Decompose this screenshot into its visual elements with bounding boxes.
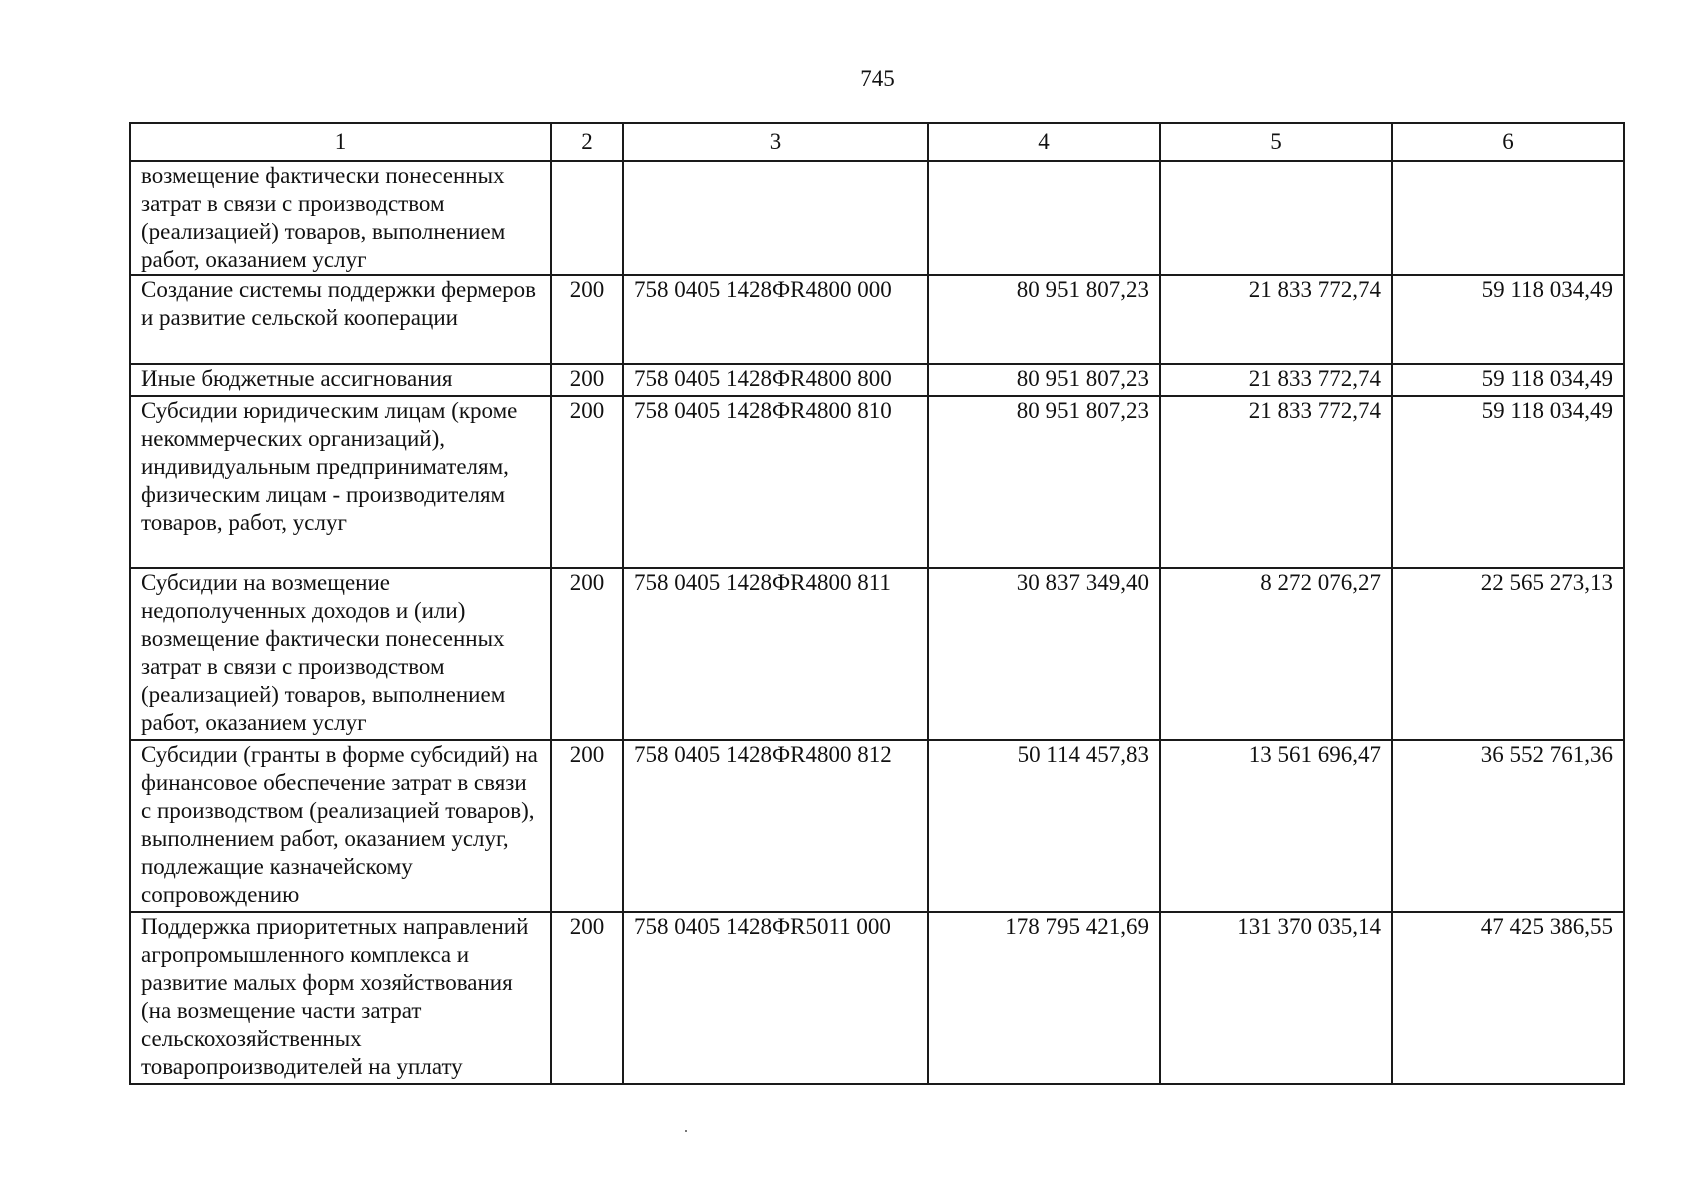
row-name-cell: Создание системы поддержки фермеров и развитие сельской кооперации (130, 275, 551, 364)
row-col2-cell: 200 (551, 396, 623, 568)
row-col2-cell (551, 161, 623, 275)
row-col5-cell (1160, 161, 1392, 275)
column-header: 4 (928, 123, 1160, 161)
row-code-cell: 758 0405 1428ФR4800 811 (623, 568, 928, 740)
row-name-cell: Поддержка приоритетных направлений агропромышленного комплекса и развитие малых форм хозяйствования (на возмещение части затрат сельскохозяйственных товаропроизводителей на уплату (130, 912, 551, 1084)
table-row (130, 275, 1624, 364)
column-header: 1 (130, 123, 551, 161)
row-col4-cell: 80 951 807,23 (928, 396, 1160, 568)
row-col4-cell: 80 951 807,23 (928, 275, 1160, 364)
row-col2-cell: 200 (551, 364, 623, 396)
column-header: 3 (623, 123, 928, 161)
column-header: 6 (1392, 123, 1624, 161)
row-col2-cell: 200 (551, 568, 623, 740)
row-col6-cell (1392, 161, 1624, 275)
row-col6-cell: 36 552 761,36 (1392, 740, 1624, 912)
row-name-cell: Субсидии (гранты в форме субсидий) на финансовое обеспечение затрат в связи с производством (реализацией товаров), выполнением работ, оказанием услуг, подлежащие казначейскому сопровождению (130, 740, 551, 912)
row-col5-cell: 13 561 696,47 (1160, 740, 1392, 912)
row-col5-cell: 21 833 772,74 (1160, 396, 1392, 568)
table-row (130, 396, 1624, 568)
table-row (130, 740, 1624, 912)
row-col6-cell: 59 118 034,49 (1392, 396, 1624, 568)
row-code-cell: 758 0405 1428ФR4800 800 (623, 364, 928, 396)
row-code-cell: 758 0405 1428ФR4800 810 (623, 396, 928, 568)
row-col6-cell: 59 118 034,49 (1392, 364, 1624, 396)
row-col6-cell: 47 425 386,55 (1392, 912, 1624, 1084)
row-col5-cell: 8 272 076,27 (1160, 568, 1392, 740)
table-row (130, 912, 1624, 1084)
row-col2-cell: 200 (551, 740, 623, 912)
row-col5-cell: 21 833 772,74 (1160, 364, 1392, 396)
column-header: 2 (551, 123, 623, 161)
row-name-cell: Субсидии на возмещение недополученных доходов и (или) возмещение фактически понесенных затрат в связи с производством (реализацией) товаров, выполнением работ, оказанием услуг (130, 568, 551, 740)
column-header: 5 (1160, 123, 1392, 161)
row-name-cell: Иные бюджетные ассигнования (130, 364, 551, 396)
row-col4-cell: 30 837 349,40 (928, 568, 1160, 740)
table-row (130, 568, 1624, 740)
table-row (130, 364, 1624, 396)
table-header-row (130, 123, 1624, 161)
row-col5-cell: 131 370 035,14 (1160, 912, 1392, 1084)
row-col5-cell: 21 833 772,74 (1160, 275, 1392, 364)
budget-table (129, 122, 1625, 1085)
row-name-cell: Субсидии юридическим лицам (кроме некоммерческих организаций), индивидуальным предпринимателям, физическим лицам - производителям товаров, работ, услуг (130, 396, 551, 568)
row-col2-cell: 200 (551, 275, 623, 364)
table-row (130, 161, 1624, 275)
row-name-cell: возмещение фактически понесенных затрат в связи с производством (реализацией) товаров, выполнением работ, оказанием услуг (130, 161, 551, 275)
row-col4-cell: 80 951 807,23 (928, 364, 1160, 396)
row-code-cell: 758 0405 1428ФR4800 000 (623, 275, 928, 364)
row-code-cell: 758 0405 1428ФR5011 000 (623, 912, 928, 1084)
scan-speck (685, 1130, 687, 1132)
row-col2-cell: 200 (551, 912, 623, 1084)
row-col6-cell: 22 565 273,13 (1392, 568, 1624, 740)
row-code-cell: 758 0405 1428ФR4800 812 (623, 740, 928, 912)
row-col4-cell: 178 795 421,69 (928, 912, 1160, 1084)
row-code-cell (623, 161, 928, 275)
row-col4-cell (928, 161, 1160, 275)
row-col4-cell: 50 114 457,83 (928, 740, 1160, 912)
row-col6-cell: 59 118 034,49 (1392, 275, 1624, 364)
page-number: 745 (860, 66, 895, 91)
